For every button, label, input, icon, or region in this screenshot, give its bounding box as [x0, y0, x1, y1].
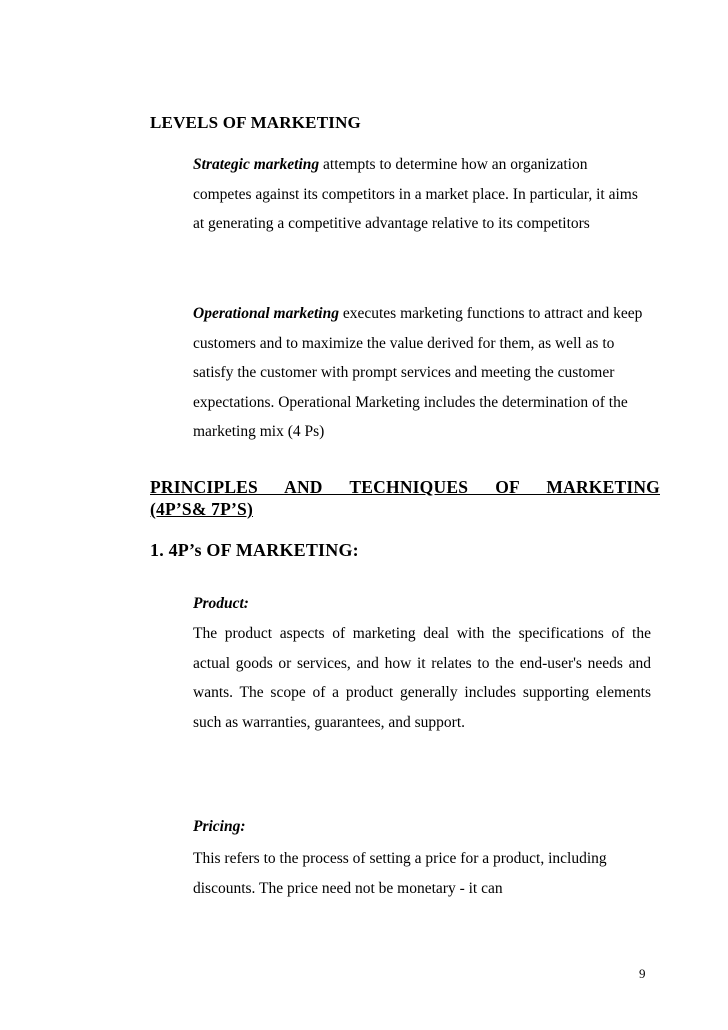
product-paragraph: The product aspects of marketing deal with the specifications of the actual goods or services, and how it relates to the end-user's needs and wants. The scope of a product generally includes supporting elements such as warranties, guarantees, and support. [193, 625, 651, 731]
operational-marketing-text: executes marketing functions to attract and keep customers and to maximize the value derived for them, as well as to satisfy the customer with prompt services and meeting the customer expectations. Operational Marketing includes the determination of the marketing mix (4 Ps) [193, 305, 643, 440]
principles-heading-line2: (4P’S& 7P’S) [150, 499, 254, 519]
pricing-paragraph: This refers to the process of setting a price for a product, including discounts. The price need not be monetary - it can [193, 850, 607, 897]
pricing-label: Pricing: [193, 818, 246, 835]
strategic-marketing-paragraph [193, 150, 643, 239]
operational-marketing-term: Operational marketing [193, 305, 339, 322]
operational-marketing-paragraph [193, 299, 653, 447]
product-label: Product: [193, 595, 249, 612]
four-ps-heading: 1. 4P’s OF MARKETING: [150, 540, 359, 560]
page-number: 9 [639, 966, 646, 981]
principles-heading [150, 476, 660, 520]
strategic-marketing-term: Strategic marketing [193, 156, 320, 173]
principles-heading-line1: PRINCIPLES AND TECHNIQUES OF MARKETING [150, 477, 660, 497]
levels-of-marketing-heading: LEVELS OF MARKETING [150, 113, 361, 132]
strategic-marketing-text: attempts to determine how an organization competes against its competitors in a market place. In particular, it aims at generating a competitive advantage relative to its competitors [193, 156, 638, 232]
